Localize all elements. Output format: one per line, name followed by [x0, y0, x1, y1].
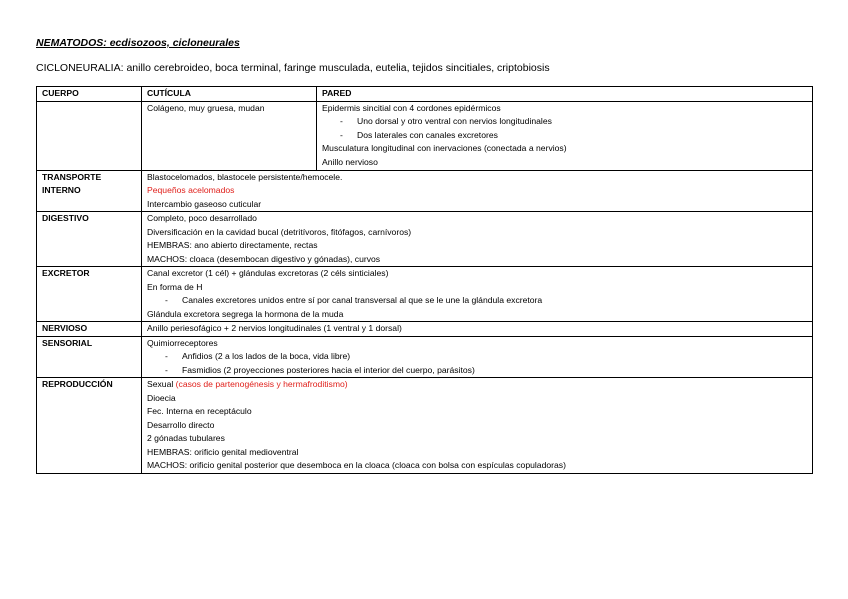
sexual-text: Sexual: [147, 379, 174, 389]
pared-line: Anillo nervioso: [322, 156, 378, 167]
content-line: HEMBRAS: ano abierto directamente, rectas: [147, 240, 318, 250]
content-line: Desarrollo directo: [147, 419, 215, 430]
reproduccion-content: [142, 378, 813, 474]
dash-bullet: -: [165, 351, 168, 361]
pared-subitem-text: Dos laterales con canales excretores: [357, 129, 498, 140]
sensorial-content: [142, 336, 813, 378]
cuerpo-label-cell: [37, 101, 142, 170]
content-line: Blastocelomados, blastocele persistente/hemocele.: [147, 171, 343, 182]
summary-table: [36, 86, 813, 474]
sexual-note-highlight: (casos de partenogénesis y hermafroditismo): [175, 379, 348, 389]
content-line: [147, 378, 807, 392]
content-line: Fec. Interna en receptáculo: [147, 406, 252, 416]
row-label-reproduccion: REPRODUCCIÓN: [37, 378, 142, 474]
row-label-nervioso: NERVIOSO: [37, 322, 142, 337]
dash-bullet: -: [165, 364, 168, 375]
cuticula-text: Colágeno, muy gruesa, mudan: [147, 102, 265, 113]
pared-line: Epidermis sincitial con 4 cordones epidérmicos: [322, 102, 501, 113]
pared-subitem: [322, 115, 807, 129]
table-row-cuerpo: [37, 101, 813, 170]
cuticula-cell: [142, 101, 317, 170]
document-title: NEMATODOS: ecdisozoos, cicloneurales: [36, 37, 240, 49]
pared-subitem-text: Uno dorsal y otro ventral con nervios longitudinales: [357, 116, 552, 126]
content-line-highlight: Pequeños acelomados: [147, 185, 235, 195]
header-cuticula: CUTÍCULA: [142, 87, 317, 102]
content-line: Glándula excretora segrega la hormona de la muda: [147, 308, 344, 319]
content-subitem-text: Anfidios (2 a los lados de la boca, vida libre): [182, 351, 351, 361]
excretor-content: [142, 267, 813, 322]
pared-line: Musculatura longitudinal con inervaciones (conectada a nervios): [322, 143, 567, 153]
header-pared: PARED: [317, 87, 813, 102]
row-label-excretor: EXCRETOR: [37, 267, 142, 322]
row-label-transporte: TRANSPORTE INTERNO: [37, 170, 142, 212]
row-label-sensorial: SENSORIAL: [37, 336, 142, 378]
content-line: Completo, poco desarrollado: [147, 213, 257, 223]
content-line: Anillo periesofágico + 2 nervios longitudinales (1 ventral y 1 dorsal): [147, 323, 402, 333]
content-line: Diversificación en la cavidad bucal (detritívoros, fitófagos, carnívoros): [147, 226, 412, 237]
table-row-transporte: [37, 170, 813, 212]
content-subitem-text: Fasmidios (2 proyecciones posteriores hacia el interior del cuerpo, parásitos): [182, 364, 475, 375]
nervioso-content: [142, 322, 813, 337]
row-label-digestivo: DIGESTIVO: [37, 212, 142, 267]
table-row-nervioso: [37, 322, 813, 337]
table-row-sensorial: [37, 336, 813, 378]
pared-cell: [317, 101, 813, 170]
content-subitem: [147, 364, 807, 378]
content-line: Dioecia: [147, 392, 176, 403]
table-header-row: [37, 87, 813, 102]
content-line: HEMBRAS: orificio genital medioventral: [147, 446, 299, 457]
table-row-excretor: [37, 267, 813, 322]
content-line: MACHOS: cloaca (desembocan digestivo y gónadas), curvos: [147, 253, 381, 264]
transporte-content: [142, 170, 813, 212]
content-line: Quimiorreceptores: [147, 337, 218, 348]
table-row-digestivo: [37, 212, 813, 267]
content-line: 2 gónadas tubulares: [147, 433, 225, 443]
content-subitem: [147, 294, 807, 308]
content-subitem-text: Canales excretores unidos entre sí por canal transversal al que se le une la glándula excretora: [182, 295, 543, 305]
table-row-reproduccion: [37, 378, 813, 474]
dash-bullet: -: [165, 295, 168, 305]
dash-bullet: -: [340, 129, 343, 140]
content-line: Intercambio gaseoso cuticular: [147, 198, 262, 209]
content-line: En forma de H: [147, 281, 203, 292]
header-cuerpo: CUERPO: [37, 87, 142, 102]
document-subtitle: CICLONEURALIA: anillo cerebroideo, boca terminal, faringe musculada, eutelia, tejidos sincitiales, criptobiosis: [36, 62, 550, 74]
content-line: Canal excretor (1 cél) + glándulas excretoras (2 céls sinticiales): [147, 268, 389, 278]
digestivo-content: [142, 212, 813, 267]
pared-subitem: [322, 129, 807, 143]
dash-bullet: -: [340, 116, 343, 126]
content-line: MACHOS: orificio genital posterior que desemboca en la cloaca (cloaca con bolsa con espículas copuladoras): [147, 460, 566, 470]
content-subitem: [147, 350, 807, 364]
